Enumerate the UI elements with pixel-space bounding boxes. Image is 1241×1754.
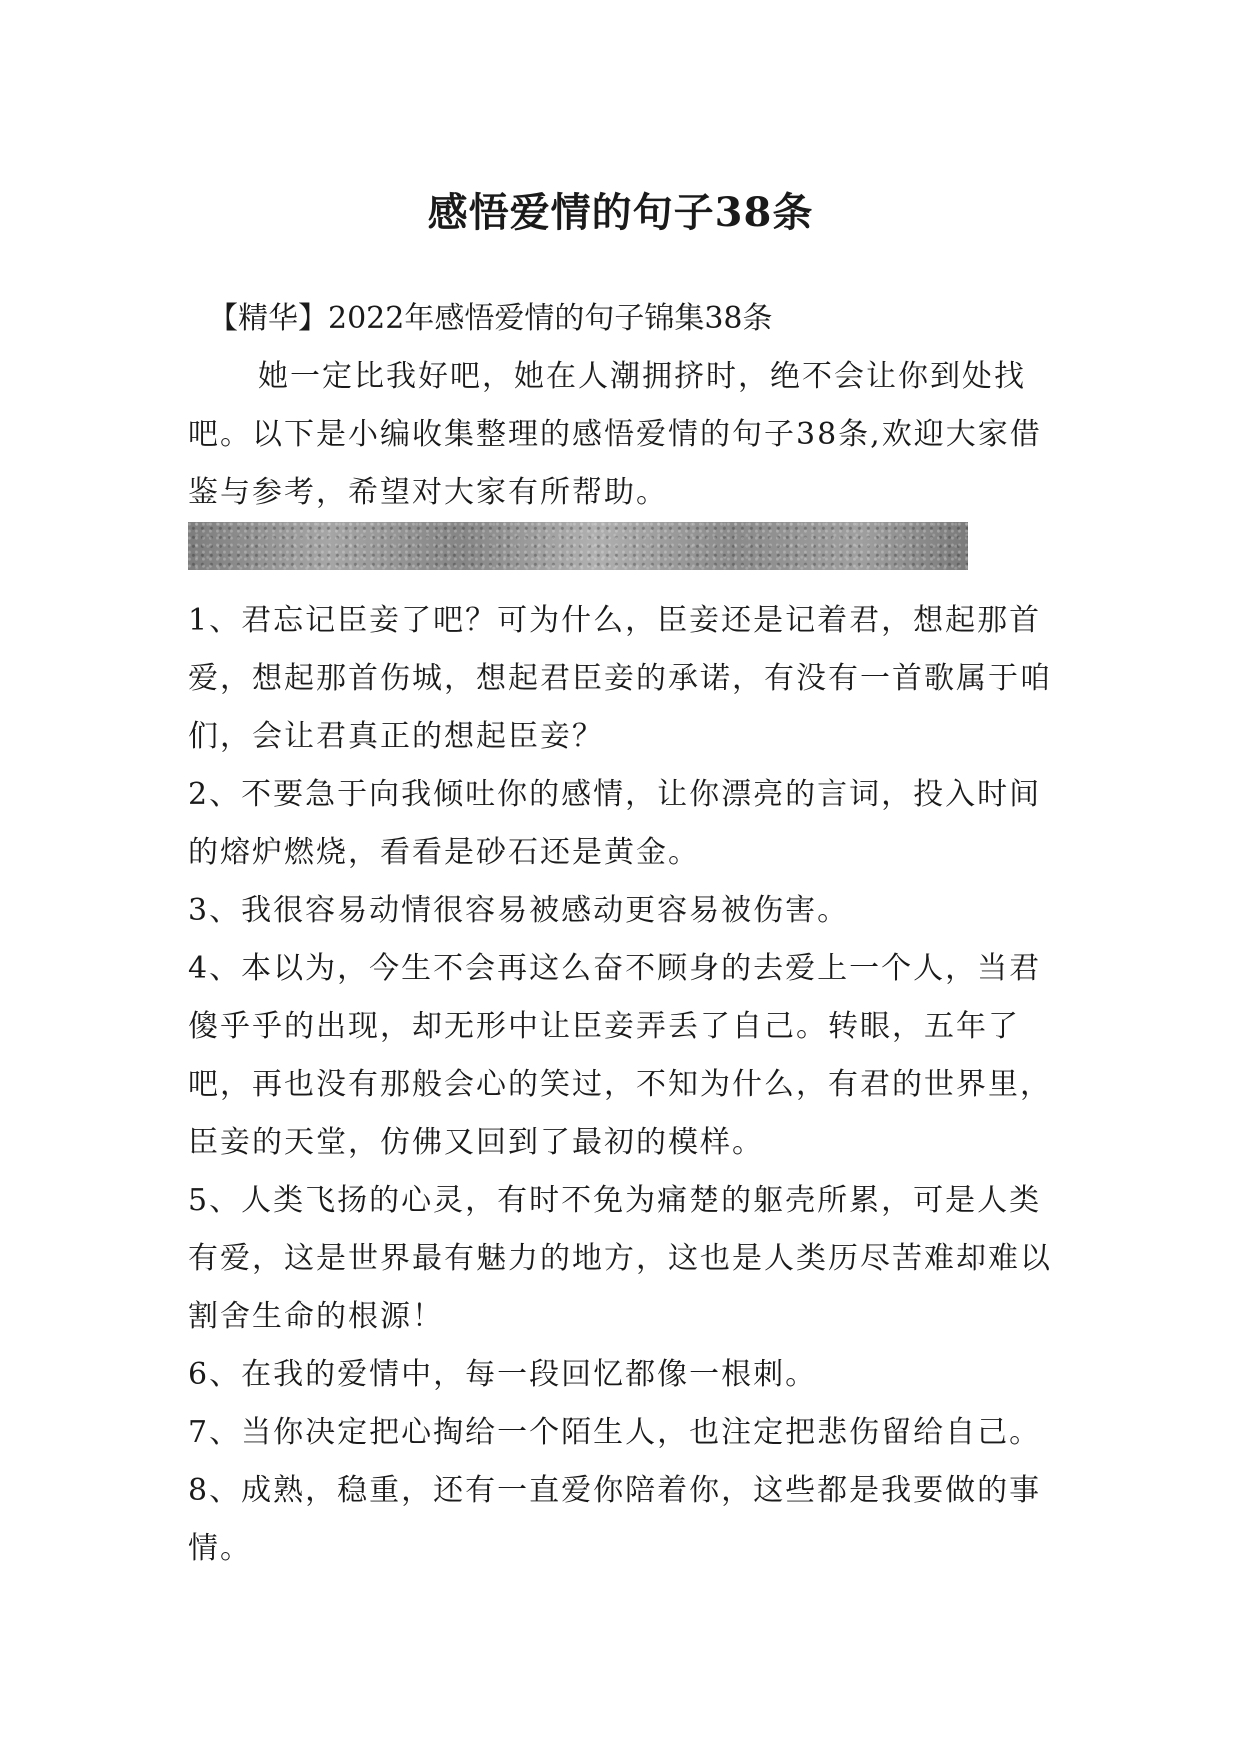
document-subtitle: 【精华】2022年感悟爱情的句子锦集38条 <box>208 301 773 336</box>
quote-list <box>188 592 1058 1578</box>
quote-item: 1、君忘记臣妾了吧？可为什么，臣妾还是记着君，想起那首爱，想起那首伤城，想起君臣妾的承诺，有没有一首歌属于咱们，会让君真正的想起臣妾？ <box>188 603 1052 754</box>
decorative-banner-image <box>188 522 968 570</box>
quote-item: 5、人类飞扬的心灵，有时不免为痛楚的躯壳所累，可是人类有爱，这是世界最有魅力的地方，这也是人类历尽苦难却难以割舍生命的根源！ <box>188 1183 1052 1334</box>
quote-item: 2、不要急于向我倾吐你的感情，让你漂亮的言词，投入时间的熔炉燃烧，看看是砂石还是黄金。 <box>188 777 1042 870</box>
intro-paragraph: 她一定比我好吧，她在人潮拥挤时，绝不会让你到处找吧。以下是小编收集整理的感悟爱情的句子38条,欢迎大家借鉴与参考，希望对大家有所帮助。 <box>188 359 1042 510</box>
document-title: 感悟爱情的句子38条 <box>427 188 814 236</box>
quote-item: 4、本以为，今生不会再这么奋不顾身的去爱上一个人，当君傻乎乎的出现，却无形中让臣妾弄丢了自己。转眼，五年了吧，再也没有那般会心的笑过，不知为什么，有君的世界里，臣妾的天堂，仿佛又回到了最初的模样。 <box>188 951 1052 1160</box>
quote-item: 8、成熟，稳重，还有一直爱你陪着你，这些都是我要做的事情。 <box>188 1473 1042 1566</box>
document-body <box>188 290 1058 1578</box>
quote-item: 3、我很容易动情很容易被感动更容易被伤害。 <box>188 893 850 928</box>
quote-item: 6、在我的爱情中，每一段回忆都像一根刺。 <box>188 1357 818 1392</box>
quote-item: 7、当你决定把心掏给一个陌生人，也注定把悲伤留给自己。 <box>188 1415 1042 1450</box>
